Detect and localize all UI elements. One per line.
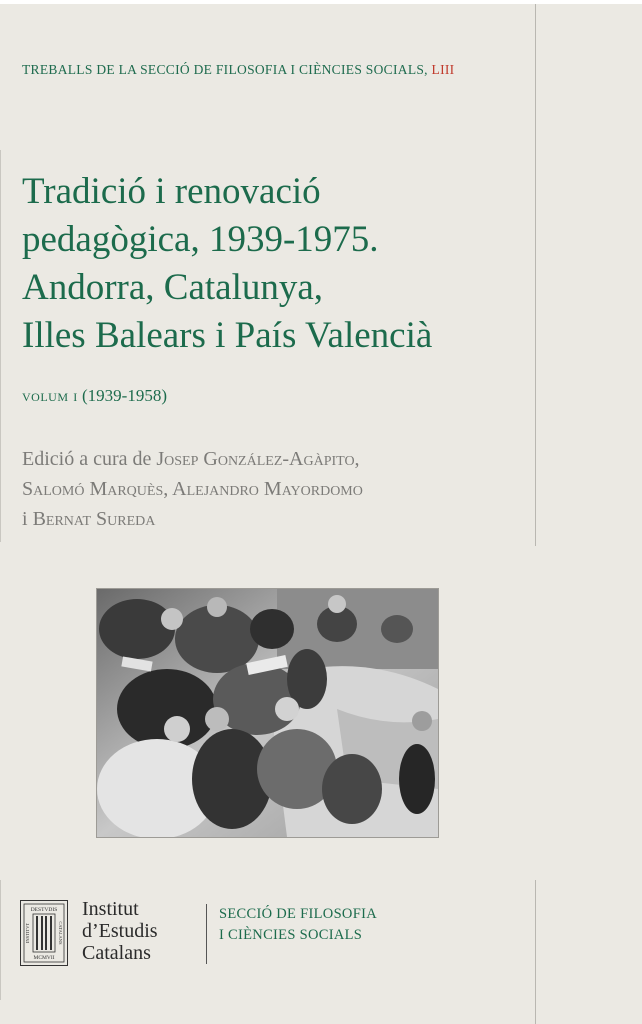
editors <box>22 444 527 534</box>
svg-text:MCMVII: MCMVII <box>33 955 55 961</box>
series-label: TREBALLS DE LA SECCIÓ DE FILOSOFIA I CIÈNCIES SOCIALS, <box>22 62 428 77</box>
series-number: LIII <box>431 62 455 77</box>
volume-label: volum i <box>22 386 78 405</box>
left-edge-line <box>0 150 1 542</box>
volume-years: (1939-1958) <box>82 386 167 405</box>
book-title <box>22 168 527 360</box>
title-line-3: Andorra, Catalunya, <box>22 267 324 308</box>
section-line-2: I CIÈNCIES SOCIALS <box>219 927 363 943</box>
institute-line-2: d’Estudis <box>82 920 158 942</box>
editors-line-3 <box>22 504 527 534</box>
institute-line-1: Institut <box>82 898 139 920</box>
svg-text:INSTITVT: INSTITVT <box>25 922 30 944</box>
series-title <box>22 62 454 78</box>
editors-line-1 <box>22 444 527 474</box>
publisher-footer <box>0 880 642 990</box>
editors-names-1: Josep González-Agàpito, <box>156 448 360 470</box>
editors-intro: Edició a cura de <box>22 448 152 470</box>
institute-line-3: Catalans <box>82 942 151 964</box>
volume-info <box>22 386 167 406</box>
institute-name <box>82 898 158 964</box>
title-line-2: pedagògica, 1939-1975. <box>22 219 379 260</box>
svg-text:CATALANS: CATALANS <box>58 921 63 945</box>
footer-divider <box>206 904 207 964</box>
editors-names-3: Bernat Sureda <box>32 508 156 530</box>
title-line-1: Tradició i renovació <box>22 171 321 212</box>
editors-names-2: Salomó Marquès, Alejandro Mayordomo <box>22 478 363 500</box>
schoolchildren-photo-icon <box>97 589 438 837</box>
section-name <box>219 904 377 946</box>
cover-photo <box>96 588 439 838</box>
section-line-1: SECCIÓ DE FILOSOFIA <box>219 906 377 922</box>
top-margin <box>0 0 642 4</box>
spine-fold-line-top <box>535 4 536 546</box>
svg-text:DESTVDIS: DESTVDIS <box>30 907 58 913</box>
iec-seal-icon <box>20 900 68 966</box>
editors-conjunction: i <box>22 508 28 530</box>
title-line-4: Illes Balears i País Valencià <box>22 315 433 356</box>
